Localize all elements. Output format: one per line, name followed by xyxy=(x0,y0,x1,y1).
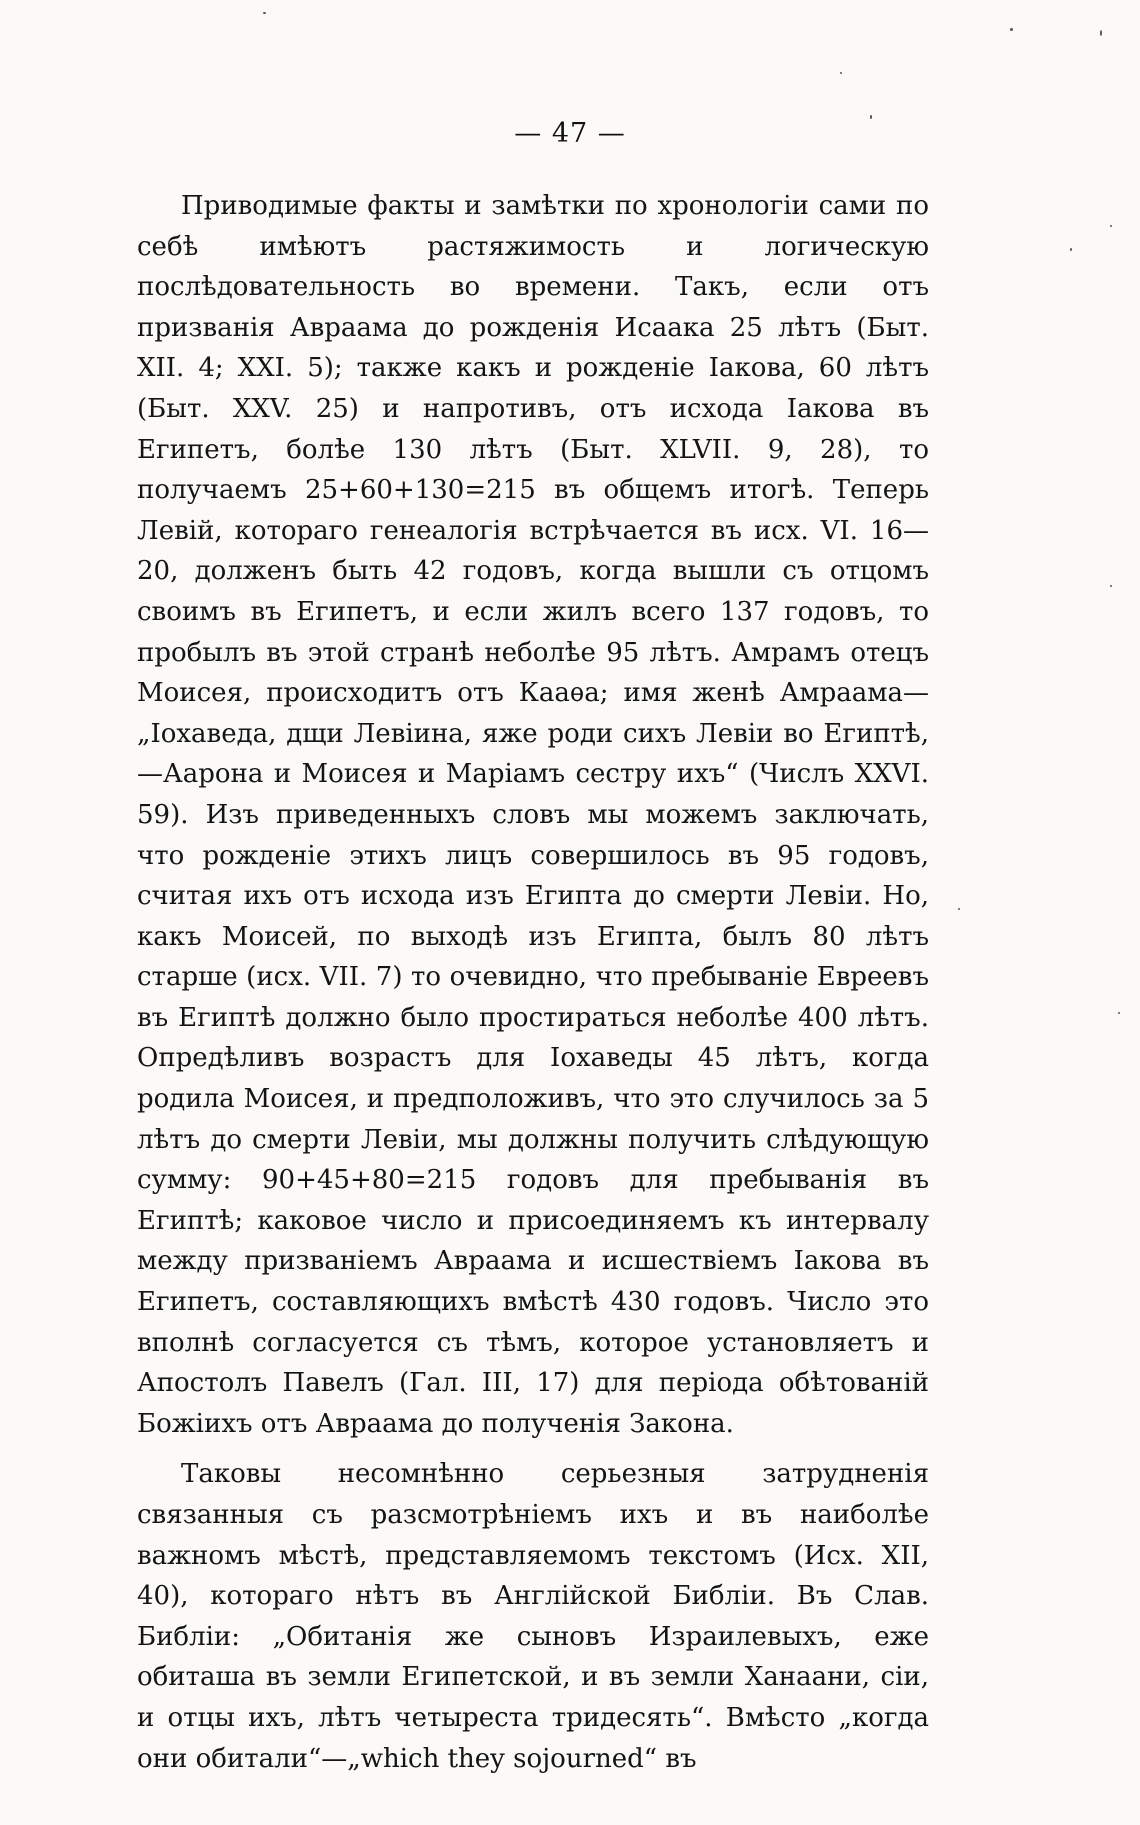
scan-speck xyxy=(1100,30,1102,36)
page-number: — 47 — xyxy=(514,118,626,149)
scan-speck xyxy=(263,12,266,14)
scan-speck xyxy=(1110,225,1112,227)
paragraph-1: Приводимые факты и замѣтки по хронологіи сами по себѣ имѣютъ растяжимость и логическую послѣдовательность во времени. Такъ, если отъ призванія Авраама до рожденія Исаака 25 лѣтъ (Быт. XII. 4; XXI. 5); также какъ и рожденіе Іакова, 60 лѣтъ (Быт. XXV. 25) и напротивъ, отъ исхода Іакова въ Египетъ, болѣе 130 лѣтъ (Быт. XLVII. 9, 28), то получаемъ 25+60+130=215 въ общемъ итогѣ. Теперь Левій, котораго генеалогія встрѣчается въ исх. VI. 16—20, долженъ быть 42 годовъ, когда вышли съ отцомъ своимъ въ Египетъ, и если жилъ всего 137 годовъ, то пробылъ въ этой странѣ неболѣе 95 лѣтъ. Амрамъ отецъ Моисея, происходитъ отъ Кааѳа; имя женѣ Амраама—„Іохаведа, дщи Левіина, яже роди сихъ Левіи во Египтѣ,—Аарона и Моисея и Маріамъ сестру ихъ“ (Числъ XXVI. 59). Изъ приведенныхъ словъ мы можемъ заключать, что рожденіе этихъ лицъ совершилось въ 95 годовъ, считая ихъ отъ исхода изъ Египта до смерти Левіи. Но, какъ Моисей, по выходѣ изъ Египта, былъ 80 лѣтъ старше (исх. VII. 7) то очевидно, что пребываніе Евреевъ въ Египтѣ должно было простираться неболѣе 400 лѣтъ. Опредѣливъ возрастъ для Іохаведы 45 лѣтъ, когда родила Моисея, и предположивъ, что это случилось за 5 лѣтъ до смерти Левіи, мы должны получить слѣдующую сумму: 90+45+80=215 годовъ для пребыванія въ Египтѣ; каковое число и присоединяемъ къ интервалу между призваніемъ Авраама и исшествіемъ Іакова въ Египетъ, составляющихъ вмѣстѣ 430 годовъ. Число это вполнѣ согласуется съ тѣмъ, которое установляетъ и Апостолъ Павелъ (Гал. III, 17) для періода обѣтованій Божіихъ отъ Авраама до полученія Закона. xyxy=(137,191,929,1439)
scan-speck xyxy=(1110,585,1112,587)
scan-speck xyxy=(1070,248,1072,251)
scan-speck xyxy=(840,72,842,74)
scan-speck xyxy=(1010,28,1013,31)
text-block xyxy=(137,186,929,1779)
paragraph-2: Таковы несомнѣнно серьезныя затрудненія связанныя съ разсмотрѣніемъ ихъ и въ наиболѣе важномъ мѣстѣ, представляемомъ текстомъ (Исх. XII, 40), котораго нѣтъ въ Англійской Библіи. Въ Слав. Библіи: „Обитанія же сыновъ Израилевыхъ, еже обиташа въ земли Египетской, и въ земли Ханаани, сіи, и отцы ихъ, лѣтъ четыреста тридесять“. Вмѣсто „когда они обитали“—„which they sojourned“ въ xyxy=(137,1459,929,1774)
scan-speck xyxy=(958,908,960,910)
scan-speck xyxy=(1118,1012,1120,1014)
scan-speck xyxy=(870,115,872,119)
